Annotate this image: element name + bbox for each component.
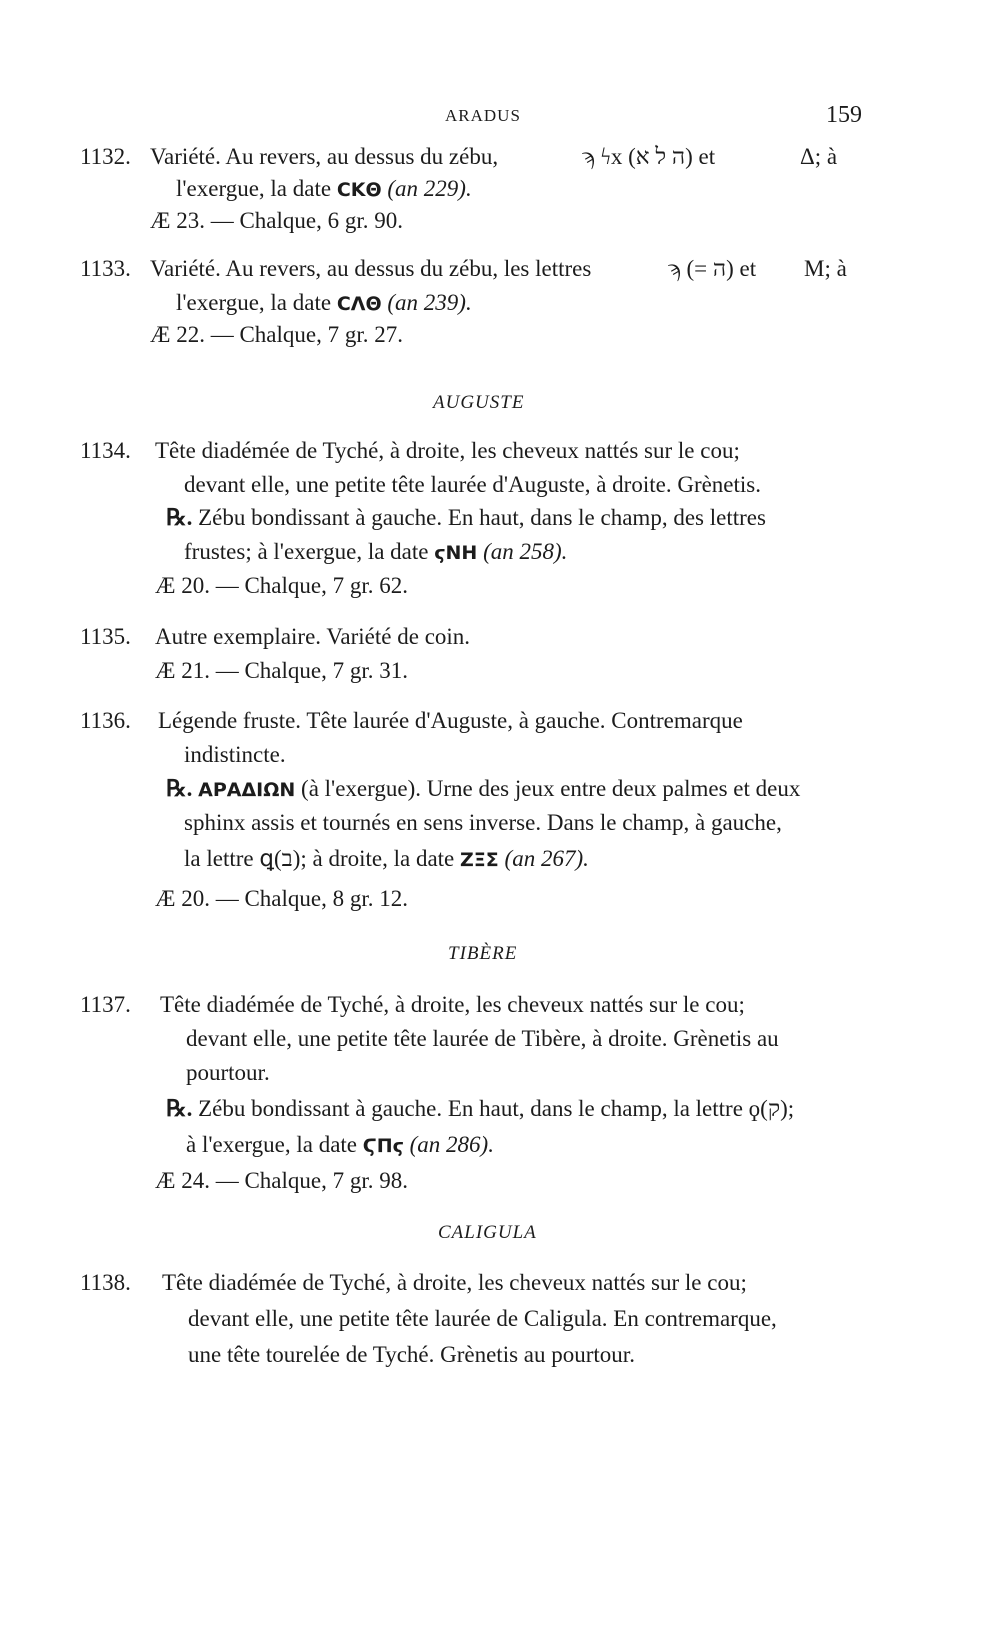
entry-text: l'exergue, la date [176, 290, 332, 315]
coin-legend: ΑΡΑΔΙΩΝ [198, 779, 296, 801]
entry-text: l'exergue, la date [176, 176, 332, 201]
entry-line: devant elle, une petite tête laurée de Tibère, à droite. Grènetis au [186, 1026, 779, 1051]
entry-number: 1137. [80, 992, 131, 1017]
entry-text: ϡ ϟx (ה ל א) et [582, 144, 716, 169]
entry-number: 1138. [80, 1270, 131, 1295]
entry-line: Æ 23. — Chalque, 6 gr. 90. [150, 208, 403, 233]
year: (an 258). [483, 539, 568, 564]
entry-text: Δ; à [800, 144, 838, 169]
date-legend: ΖΞΣ [460, 849, 499, 871]
entry-text: Zébu bondissant à gauche. En haut, dans le champ, la lettre ϙ(ק); [198, 1096, 795, 1121]
running-head [0, 102, 1000, 142]
entry-line: pourtour. [186, 1060, 270, 1085]
entry-text: frustes; à l'exergue, la date [184, 539, 429, 564]
date-legend: CKΘ [336, 179, 382, 201]
entry-text: Autre exemplaire. Variété de coin. [155, 624, 471, 649]
year: (an 286). [409, 1132, 494, 1157]
entry-line [176, 174, 472, 205]
entry-line: Æ 21. — Chalque, 7 gr. 31. [155, 658, 408, 683]
entry-line: une tête tourelée de Tyché. Grènetis au pourtour. [188, 1342, 635, 1367]
entry-number: 1134. [80, 438, 131, 463]
date-legend: CΛΘ [336, 293, 382, 315]
reverse-sign: ℞. [166, 776, 193, 801]
year: (an 239). [387, 290, 472, 315]
entry-number: 1132. [80, 144, 131, 169]
running-title: ARADUS [445, 106, 521, 125]
entry-text: Tête diadémée de Tyché, à droite, les cheveux nattés sur le cou; [162, 1270, 747, 1295]
section-heading-auguste: AUGUSTE [433, 392, 525, 413]
entry-line: Æ 20. — Chalque, 7 gr. 62. [155, 573, 408, 598]
entry-text: Tête diadémée de Tyché, à droite, les cheveux nattés sur le cou; [160, 992, 745, 1017]
entry-text: la lettre ꝗ(ב); à droite, la date [184, 846, 455, 871]
entry-line [166, 1094, 794, 1124]
section-heading-tibere: TIBÈRE [448, 943, 518, 964]
entry-text: Variété. Au revers, au dessus du zébu, [150, 144, 499, 169]
entry-line [166, 774, 800, 805]
entry-line: Æ 24. — Chalque, 7 gr. 98. [155, 1168, 408, 1193]
page-number: 159 [826, 102, 862, 128]
entry-number: 1133. [80, 256, 131, 281]
entry-line: indistincte. [184, 742, 286, 767]
entry-line [186, 1130, 494, 1161]
reverse-sign: ℞. [166, 1096, 193, 1121]
entry-text: Légende fruste. Tête laurée d'Auguste, à gauche. Contremarque [158, 708, 743, 733]
entry-text: M; à [804, 256, 847, 281]
entry-line: devant elle, une petite tête laurée d'Auguste, à droite. Grènetis. [184, 472, 761, 497]
entry-line [184, 537, 567, 568]
entry-text: Zébu bondissant à gauche. En haut, dans le champ, des lettres [198, 505, 766, 530]
entry-text: (à l'exergue). Urne des jeux entre deux palmes et deux [301, 776, 801, 801]
entry-line [166, 503, 766, 533]
reverse-sign: ℞. [166, 505, 193, 530]
entry-line: sphinx assis et tournés en sens inverse. Dans le champ, à gauche, [184, 810, 782, 835]
date-legend: ϛNH [434, 542, 478, 564]
entry-text: Tête diadémée de Tyché, à droite, les cheveux nattés sur le cou; [155, 438, 740, 463]
entry-line [184, 844, 589, 875]
year: (an 229). [387, 176, 472, 201]
entry-text: à l'exergue, la date [186, 1132, 358, 1157]
entry-number: 1136. [80, 708, 131, 733]
entry-line: Æ 22. — Chalque, 7 gr. 27. [150, 322, 403, 347]
entry-text: Variété. Au revers, au dessus du zébu, les lettres [150, 256, 592, 281]
date-legend: ϚΠϛ [362, 1135, 404, 1157]
entry-line [176, 288, 472, 319]
year: (an 267). [504, 846, 589, 871]
section-heading-caligula: CALIGULA [438, 1222, 537, 1243]
entry-line: Æ 20. — Chalque, 8 gr. 12. [155, 886, 408, 911]
entry-number: 1135. [80, 624, 131, 649]
entry-text: ϡ (= ה) et [668, 256, 757, 281]
entry-line: devant elle, une petite tête laurée de Caligula. En contremarque, [188, 1306, 777, 1331]
